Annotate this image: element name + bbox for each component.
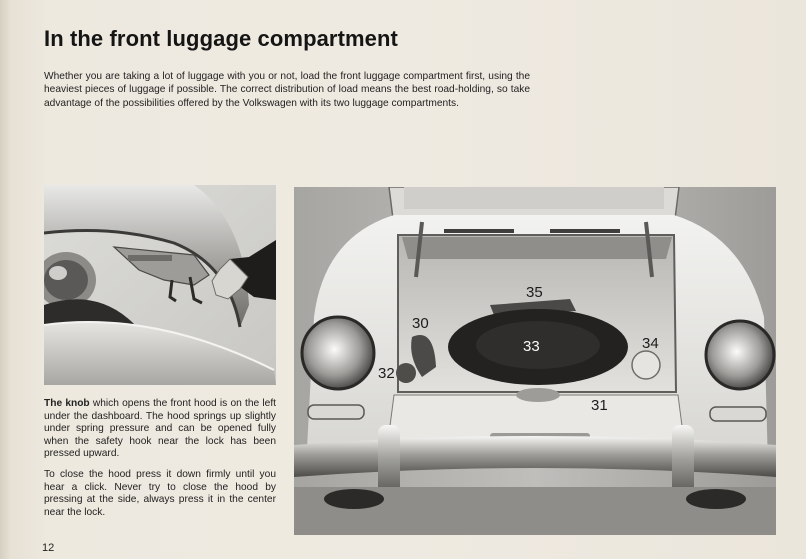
callout-34: 34 — [642, 335, 659, 352]
callout-35: 35 — [526, 284, 543, 301]
page-spine-shadow — [0, 0, 12, 559]
page-number: 12 — [42, 542, 55, 554]
hood-latch-photo — [44, 185, 276, 385]
intro-paragraph: Whether you are taking a lot of luggage with you or not, load the front luggage compartment first, using the heaviest pieces of luggage if possible. The correct distribution of load means the best road-holding, so take advantage of the possibilities offered by the Volkswagen with its two luggage compartments. — [44, 71, 530, 109]
callout-32: 32 — [378, 365, 395, 382]
caption-paragraph-1-text: which opens the front hood is on the left under the dashboard. The hood springs up slightly under spring pressure and can be opened fully when the safety hook near the lock has been pressed upward. — [44, 398, 276, 460]
caption-paragraph-2: To close the hood press it down firmly until you hear a click. Never try to close the hood by pressing at the side, always press it in the center near the lock. — [44, 468, 276, 518]
luggage-compartment-photo — [294, 187, 776, 535]
callout-30: 30 — [412, 315, 429, 332]
hood-caption — [44, 398, 276, 527]
caption-lead: The knob — [44, 398, 90, 409]
callout-31: 31 — [591, 397, 608, 414]
callout-33: 33 — [523, 338, 540, 355]
page-heading: In the front luggage compartment — [44, 26, 398, 51]
caption-paragraph-1 — [44, 398, 276, 461]
